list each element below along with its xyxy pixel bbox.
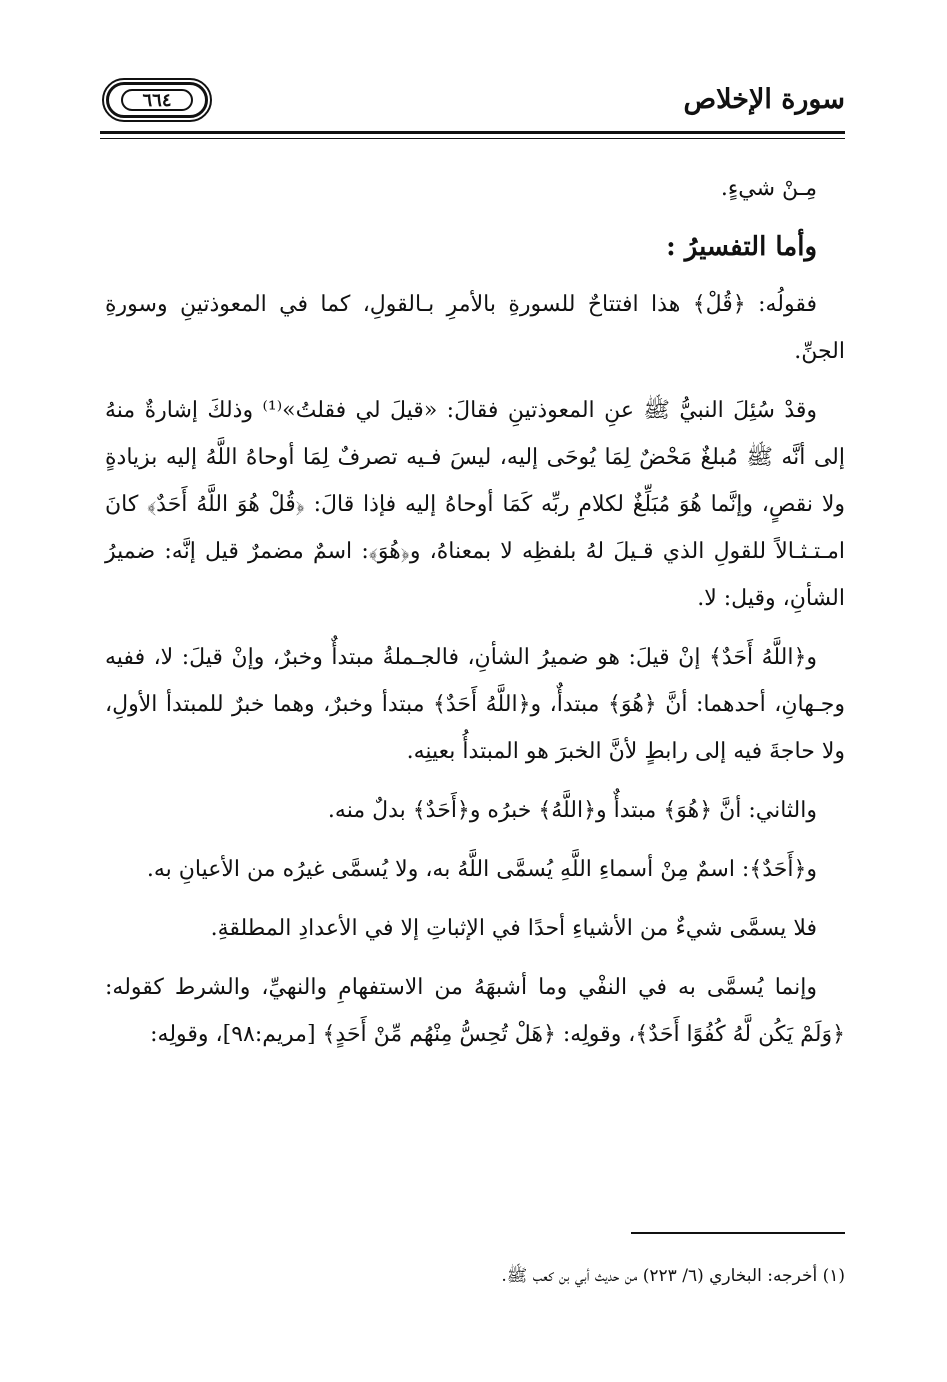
paragraph-6: فلا يسمَّى شيءٌ من الأشياءِ أحدًا في الإثباتِ إلا في الأعدادِ المطلقةِ. [210,916,817,941]
header-rule-thin [100,138,845,139]
running-header [100,80,845,130]
surah-title: سورة الإخلاص [683,84,845,115]
paragraph-2: وقدْ سُئِلَ النبيُّ ﷺ عنِ المعوذتينِ فقالَ: «قيلَ لي فقلتُ»⁽¹⁾ وذلكَ إشارةٌ منهُ إلى أنَّه ﷺ مُبلغٌ مَحْضٌ لِمَا يُوحَى إليه، ليسَ فـيه تصرفٌ لِمَا أوحاهُ اللَّهُ إليه بزيادةٍ ولا نقصٍ، وإنَّما هُوَ مُبَلِّغٌ لكلامِ ربِّه كَمَا أوحاهُ إليه فإذا قالَ: ﴿قُلْ هُوَ اللَّهُ أَحَدٌ﴾ كانَ امـتـثـالاً للقولِ الذي قـيلَ لهُ بلفظِه لا بمعناهُ، و﴿هُوَ﴾: اسمٌ مضمرٌ قيل إنَّه: ضميرُ الشأنِ، وقيل: لا. [105,398,845,611]
page-number-badge [106,82,208,118]
paragraph-1: فقولُه: ﴿قُلْ﴾ هذا افتتاحٌ للسورةِ بالأمرِ بـالقولِ، كما في المعوذتينِ وسورةِ الجنِّ. [105,292,845,364]
section-heading: وأما التفسيرُ : [666,232,817,262]
paragraph-4: والثاني: أنَّ ﴿هُوَ﴾ مبتدأٌ و﴿اللَّهُ﴾ خبرُه و﴿أَحَدٌ﴾ بدلٌ منه. [327,798,817,823]
footnote-rule [631,1232,845,1234]
paragraph-3: و﴿اللَّهُ أَحَدٌ﴾ إنْ قيلَ: هو ضميرُ الشأنِ، فالجـملةُ مبتدأٌ وخبرٌ، وإنْ قيلَ: لا، ففيه وجـهانِ، أحدهما: أنَّ ﴿هُوَ﴾ مبتدأٌ، و﴿اللَّهُ أَحَدٌ﴾ مبتدأ وخبرٌ، وهما خبرٌ للمبتدأ الأولِ، ولا حاجةَ فيه إلى رابطٍ لأنَّ الخبرَ هو المبتدأُ بعينِه. [105,645,845,764]
footnote: (١) أخرجه: البخاري (٦/ ٢٢٣) من حديث أبي بن كعب ﷺ. [501,1266,845,1286]
page-number: ٦٦٤ [121,89,193,111]
paragraph-7: وإنما يُسمَّى به في النفْي وما أشبهَهُ من الاستفهامِ والنهيِّ، والشرط كقوله: ﴿وَلَمْ يَكُن لَّهُ كُفُوًا أَحَدٌ﴾، وقولِه: ﴿هَلْ تُحِسُّ مِنْهُم مِّنْ أَحَدٍ﴾ [مريم:٩٨]، وقولِه: [105,975,845,1047]
header-rule [100,131,845,134]
paragraph-5: و﴿أَحَدٌ﴾: اسمٌ مِنْ أسماءِ اللَّهِ يُسمَّى اللَّهُ به، ولا يُسمَّى غيرُه من الأعيانِ به. [146,857,817,882]
paragraph-continuation: مِـنْ شيءٍ. [720,176,817,201]
body-text [105,165,845,1070]
